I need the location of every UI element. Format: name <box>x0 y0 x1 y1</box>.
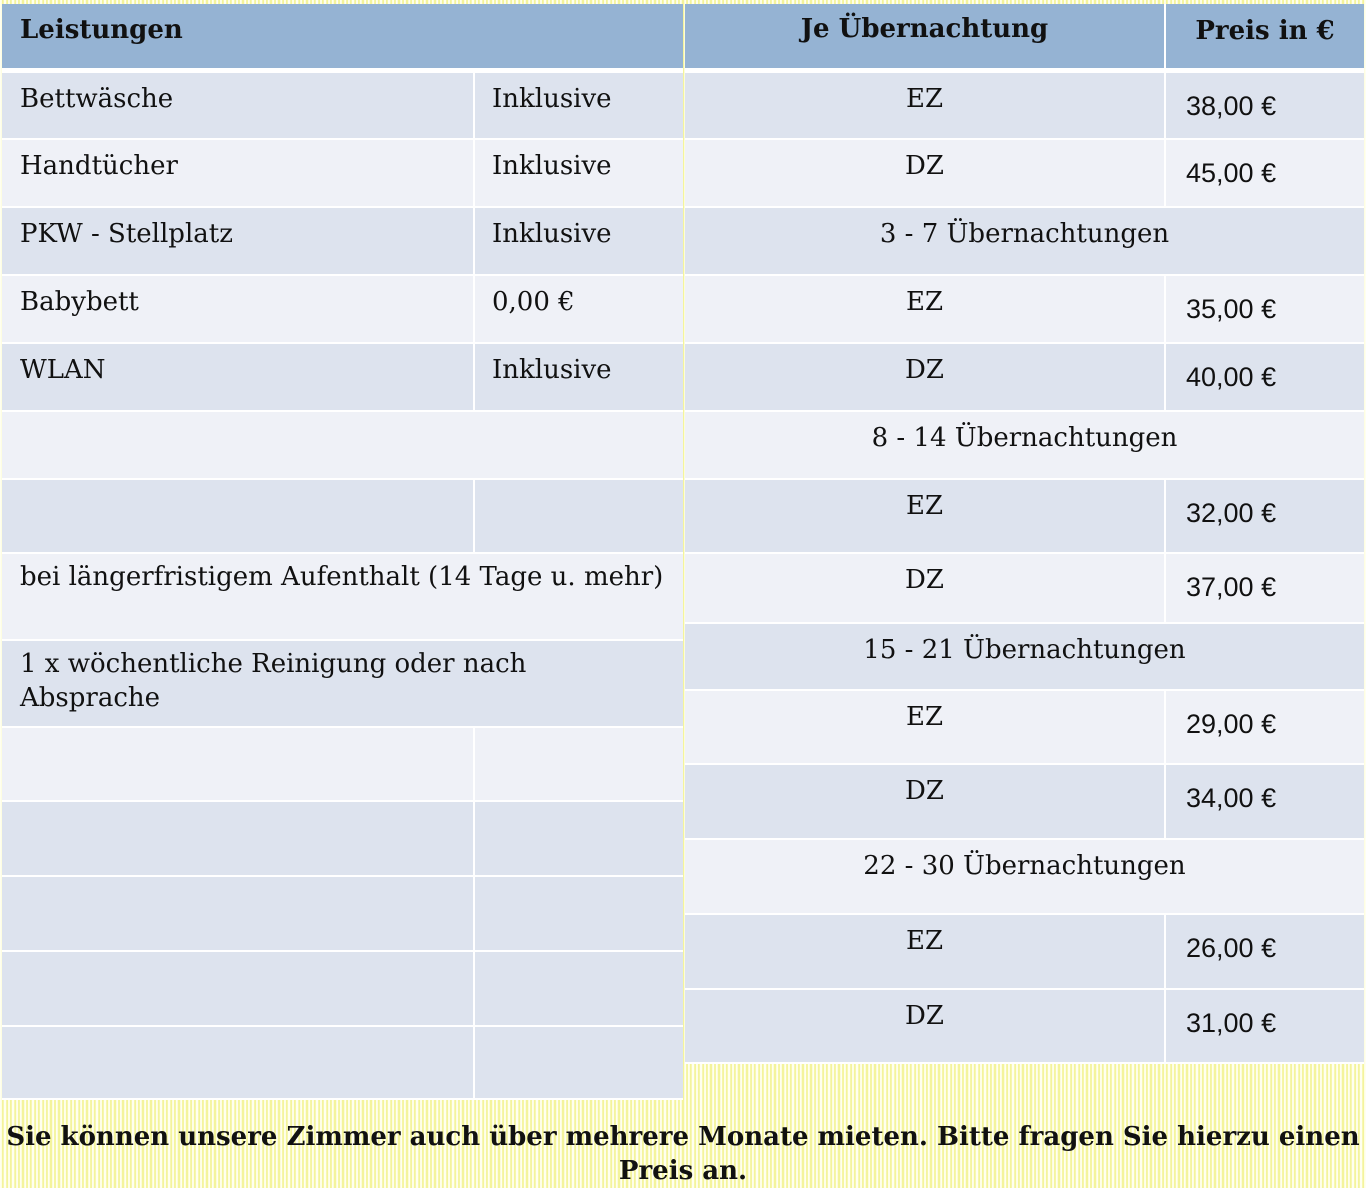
room-type: EZ <box>685 480 1166 554</box>
empty-cell <box>2 480 475 554</box>
table-row <box>2 641 683 728</box>
room-type: EZ <box>685 691 1166 765</box>
table-row <box>2 412 683 480</box>
empty-cell <box>2 877 475 952</box>
stay-range-label: 22 - 30 Übernachtungen <box>685 840 1364 915</box>
empty-cell <box>475 1027 683 1100</box>
room-type: EZ <box>685 915 1166 990</box>
empty-cell <box>2 1027 475 1100</box>
table-row <box>2 877 683 952</box>
table-row <box>685 208 1364 276</box>
stay-range-label: 8 - 14 Übernachtungen <box>685 412 1364 480</box>
room-price: 35,00 € <box>1166 276 1364 344</box>
empty-cell <box>475 728 683 802</box>
empty-cell <box>475 802 683 877</box>
table-row <box>685 276 1364 344</box>
table-row <box>685 840 1364 915</box>
table-row <box>685 691 1364 765</box>
service-name: PKW - Stellplatz <box>2 208 475 276</box>
table-row <box>685 765 1364 840</box>
service-value: Inklusive <box>475 73 683 140</box>
empty-cell <box>2 412 683 480</box>
room-price: 32,00 € <box>1166 480 1364 554</box>
room-type: DZ <box>685 344 1166 412</box>
per-night-header: Je Übernachtung <box>685 4 1166 73</box>
price-header: Preis in € <box>1166 4 1364 73</box>
table-row <box>2 802 683 877</box>
table-row <box>685 915 1364 990</box>
empty-cell <box>475 480 683 554</box>
footer-note: Sie können unsere Zimmer auch über mehrere Monate mieten. Bitte fragen Sie hierzu einen Preis an. <box>6 1122 1360 1186</box>
room-price: 45,00 € <box>1166 140 1364 208</box>
service-name: Handtücher <box>2 140 475 208</box>
empty-cell <box>475 877 683 952</box>
services-table <box>2 4 683 1100</box>
room-price: 37,00 € <box>1166 554 1364 624</box>
room-type: DZ <box>685 140 1166 208</box>
table-row <box>685 73 1364 140</box>
empty-cell <box>2 952 475 1027</box>
table-row <box>685 990 1364 1064</box>
room-price: 40,00 € <box>1166 344 1364 412</box>
stay-range-label: 3 - 7 Übernachtungen <box>685 208 1364 276</box>
cleaning-note: 1 x wöchentliche Reinigung oder nach Absprache <box>2 641 683 728</box>
empty-cell <box>475 952 683 1027</box>
table-row <box>685 140 1364 208</box>
prices-table <box>685 4 1364 1064</box>
table-row <box>685 480 1364 554</box>
table-row <box>2 728 683 802</box>
long-stay-note: bei längerfristigem Aufenthalt (14 Tage u. mehr) <box>2 554 683 641</box>
table-row <box>685 624 1364 691</box>
table-row <box>2 140 683 208</box>
table-row <box>2 73 683 140</box>
service-name: Bettwäsche <box>2 73 475 140</box>
room-price: 38,00 € <box>1166 73 1364 140</box>
service-value: Inklusive <box>475 208 683 276</box>
service-name: WLAN <box>2 344 475 412</box>
empty-cell <box>2 728 475 802</box>
empty-cell <box>2 802 475 877</box>
table-row <box>2 554 683 641</box>
table-row <box>2 344 683 412</box>
stay-range-label: 15 - 21 Übernachtungen <box>685 624 1364 691</box>
table-row <box>2 480 683 554</box>
service-value: Inklusive <box>475 344 683 412</box>
room-type: EZ <box>685 276 1166 344</box>
services-header: Leistungen <box>2 4 683 73</box>
room-price: 31,00 € <box>1166 990 1364 1064</box>
room-type: DZ <box>685 765 1166 840</box>
room-type: EZ <box>685 73 1166 140</box>
table-row <box>2 952 683 1027</box>
room-price: 34,00 € <box>1166 765 1364 840</box>
table-row <box>2 1027 683 1100</box>
table-row <box>685 554 1364 624</box>
room-price: 29,00 € <box>1166 691 1364 765</box>
service-name: Babybett <box>2 276 475 344</box>
room-type: DZ <box>685 990 1166 1064</box>
table-row <box>685 412 1364 480</box>
table-row <box>2 208 683 276</box>
room-type: DZ <box>685 554 1166 624</box>
service-value: Inklusive <box>475 140 683 208</box>
service-value: 0,00 € <box>475 276 683 344</box>
table-row <box>685 344 1364 412</box>
room-price: 26,00 € <box>1166 915 1364 990</box>
table-row <box>2 276 683 344</box>
